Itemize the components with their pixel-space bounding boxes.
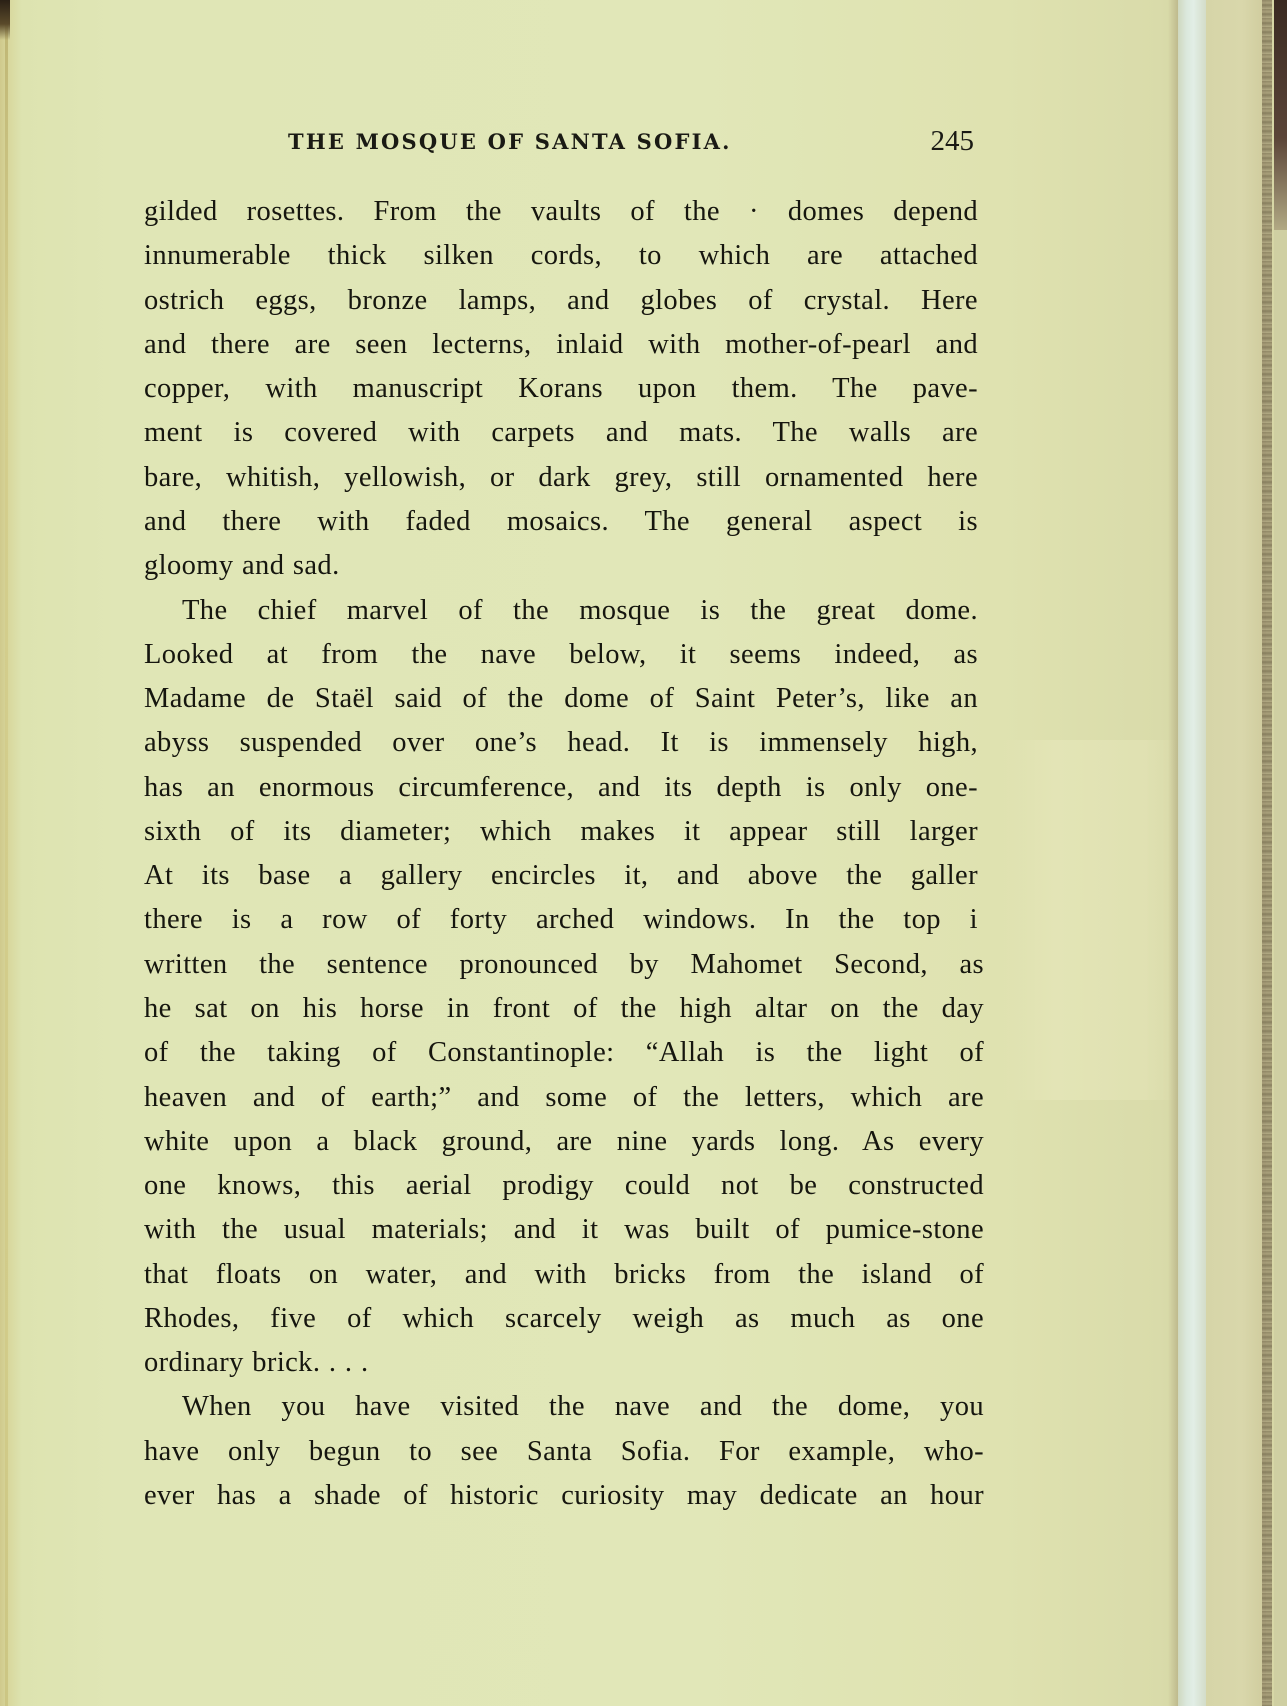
text-line: innumerable thick silken cords, to which are attached	[144, 240, 978, 271]
text-line: has an enormous circumference, and its depth is only one-	[144, 772, 978, 803]
text-line: gloomy and sad.	[144, 550, 340, 581]
text-line: bare, whitish, yellowish, or dark grey, still ornamented here	[144, 462, 978, 493]
text-line: Rhodes, five of which scarcely weigh as much as one	[144, 1303, 984, 1334]
text-line: he sat on his horse in front of the high altar on the day	[144, 993, 984, 1024]
text-line: white upon a black ground, are nine yards long. As every	[144, 1126, 984, 1157]
text-line: written the sentence pronounced by Mahomet Second, as	[144, 949, 984, 980]
text-line: Madame de Staël said of the dome of Saint Peter’s, like an	[144, 683, 978, 714]
text-line: one knows, this aerial prodigy could not be constructed	[144, 1170, 984, 1201]
text-line: ordinary brick. . . .	[144, 1347, 369, 1378]
text-line: At its base a gallery encircles it, and above the galler	[144, 860, 978, 891]
text-line: heaven and of earth;” and some of the letters, which are	[144, 1082, 984, 1113]
text-line: of the taking of Constantinople: “Allah is the light of	[144, 1037, 984, 1068]
text-line: abyss suspended over one’s head. It is immensely high,	[144, 727, 978, 758]
text-line: have only begun to see Santa Sofia. For example, who-	[144, 1436, 984, 1467]
text-line: ever has a shade of historic curiosity may dedicate an hour	[144, 1480, 984, 1511]
page-number: 245	[930, 125, 974, 157]
text-line: When you have visited the nave and the dome, you	[182, 1391, 984, 1422]
text-line: The chief marvel of the mosque is the great dome.	[182, 595, 978, 626]
text-line: copper, with manuscript Korans upon them. The pave-	[144, 373, 978, 404]
text-line: gilded rosettes. From the vaults of the · domes depend	[144, 196, 978, 227]
text-line: Looked at from the nave below, it seems indeed, as	[144, 639, 978, 670]
text-line: with the usual materials; and it was built of pumice-stone	[144, 1214, 984, 1245]
text-line: ment is covered with carpets and mats. The walls are	[144, 417, 978, 448]
text-line: sixth of its diameter; which makes it appear still larger	[144, 816, 978, 847]
text-line: and there with faded mosaics. The general aspect is	[144, 506, 978, 537]
text-line: that floats on water, and with bricks from the island of	[144, 1259, 984, 1290]
text-line: ostrich eggs, bronze lamps, and globes of crystal. Here	[144, 285, 978, 316]
text-line: there is a row of forty arched windows. In the top i	[144, 904, 978, 935]
chapter-title: THE MOSQUE OF SANTA SOFIA.	[288, 129, 732, 154]
text-line: and there are seen lecterns, inlaid with mother-of-pearl and	[144, 329, 978, 360]
